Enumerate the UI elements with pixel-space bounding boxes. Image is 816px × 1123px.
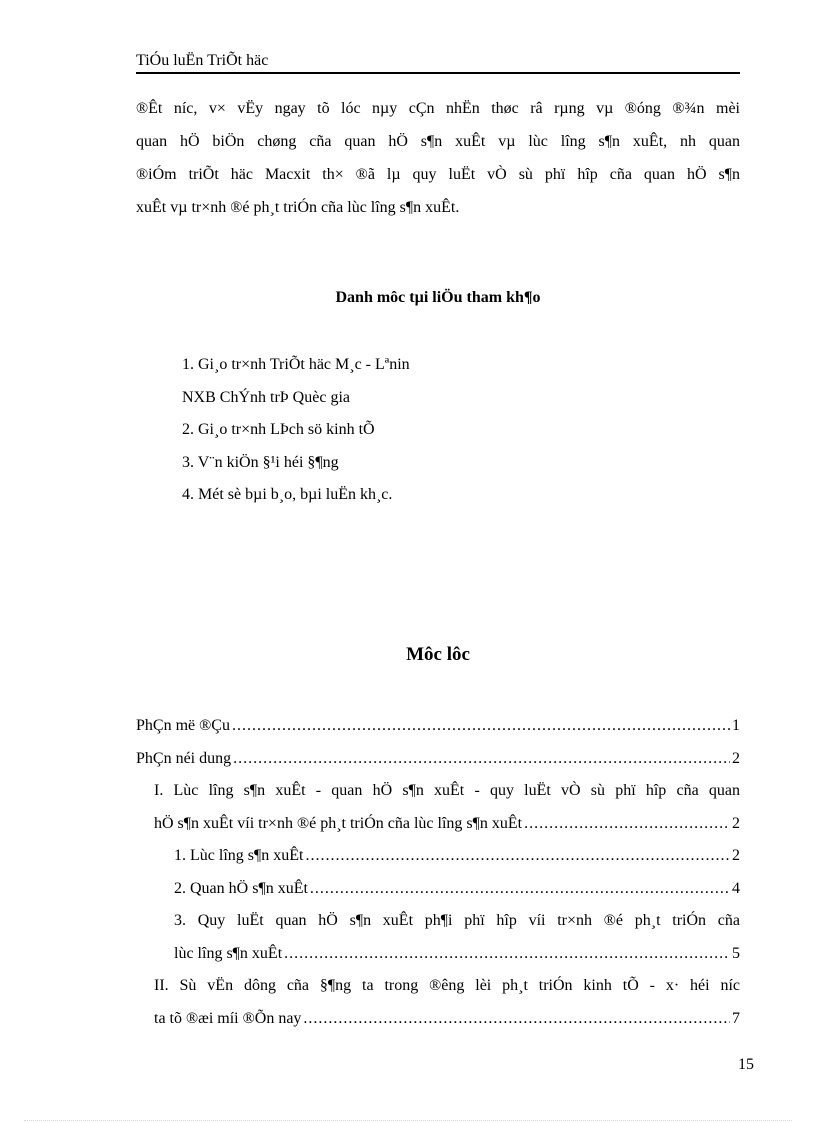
toc-entry-text: PhÇn néi dung xyxy=(136,749,232,767)
toc-entry-page: 4 xyxy=(732,879,740,897)
toc-entry-text: 3. Quy luËt quan hÖ s¶n xuÊt ph¶i phï hîp víi tr×nh ®é ph¸t triÓn cña xyxy=(174,912,740,930)
toc-entry[interactable] xyxy=(136,840,740,873)
toc-entry[interactable] xyxy=(136,970,740,1003)
page-header xyxy=(136,50,740,74)
references-list xyxy=(182,352,410,515)
toc-entry-page: 2 xyxy=(732,814,740,832)
toc-entry[interactable] xyxy=(136,775,740,808)
toc-entry[interactable] xyxy=(136,905,740,938)
page-bottom-divider xyxy=(24,1120,792,1121)
toc-entry-page: 2 xyxy=(732,749,740,767)
toc-entry-text: hÖ s¶n xuÊt víi tr×nh ®é ph¸t triÓn cña lùc lîng s¶n xuÊt xyxy=(154,814,523,832)
table-of-contents xyxy=(136,710,740,1035)
toc-leader xyxy=(284,945,730,963)
toc-entry-text: PhÇn më ®Çu xyxy=(136,717,230,735)
toc-entry-text: lùc lîng s¶n xuÊt xyxy=(174,944,283,962)
body-line: xuÊt vµ tr×nh ®é ph¸t triÓn cña lùc lîng s¶n xuÊt. xyxy=(136,199,460,216)
toc-entry[interactable] xyxy=(136,873,740,906)
toc-entry-page: 5 xyxy=(732,944,740,962)
reference-item: 2. Gi¸o tr×nh LÞch sö kinh tÕ xyxy=(182,421,375,438)
toc-entry-text: I. Lùc lîng s¶n xuÊt - quan hÖ s¶n xuÊt - quy luËt vÒ sù phï hîp cña quan xyxy=(154,782,740,800)
toc-entry-page: 2 xyxy=(732,847,740,865)
reference-item: NXB ChÝnh trÞ Quèc gia xyxy=(182,388,350,406)
toc-leader xyxy=(305,847,730,865)
toc-entry[interactable] xyxy=(136,808,740,841)
reference-item: 4. Mét sè bµi b¸o, bµi luËn kh¸c. xyxy=(182,486,393,503)
toc-leader xyxy=(232,717,730,735)
reference-item: 1. Gi¸o tr×nh TriÕt häc M¸c - Lªnin xyxy=(182,356,410,373)
toc-entry[interactable] xyxy=(136,743,740,776)
toc-entry-text: ta tõ ®æi míi ®Õn nay xyxy=(154,1009,302,1027)
toc-entry-text: 2. Quan hÖ s¶n xuÊt xyxy=(174,879,308,897)
toc-leader xyxy=(303,1010,730,1028)
toc-leader xyxy=(233,750,730,768)
toc-entry-text: II. Sù vËn dông cña §¶ng ta trong ®êng lèi ph¸t triÓn kinh tÕ - x· héi níc xyxy=(154,977,740,995)
toc-entry[interactable] xyxy=(136,1003,740,1036)
body-line: ®iÓm triÕt häc Macxit th× ®ã lµ quy luËt vÒ sù phï hîp cña quan hÖ s¶n xyxy=(136,166,740,183)
toc-title: Môc lôc xyxy=(406,644,470,665)
toc-entry[interactable] xyxy=(136,938,740,971)
toc-entry-page: 7 xyxy=(732,1009,740,1027)
reference-item: 3. V¨n kiÖn §¹i héi §¶ng xyxy=(182,453,339,471)
body-paragraph xyxy=(136,92,740,224)
toc-entry-text: 1. Lùc lîng s¶n xuÊt xyxy=(174,847,304,865)
toc-leader xyxy=(310,880,730,898)
body-line: quan hÖ biÖn chøng cña quan hÖ s¶n xuÊt vµ lùc lîng s¶n xuÊt, nh quan xyxy=(136,133,740,150)
body-line: ®Êt níc, v× vËy ngay tõ lóc nµy cÇn nhËn thøc râ rµng vµ ®óng ®¾n mèi xyxy=(136,100,740,117)
toc-leader xyxy=(524,815,730,833)
toc-entry-page: 1 xyxy=(732,717,740,735)
toc-entry[interactable] xyxy=(136,710,740,743)
page-number: 15 xyxy=(738,1056,754,1073)
header-title: TiÓu luËn TriÕt häc xyxy=(136,52,269,69)
references-title: Danh môc tµi liÖu tham kh¶o xyxy=(335,289,541,306)
